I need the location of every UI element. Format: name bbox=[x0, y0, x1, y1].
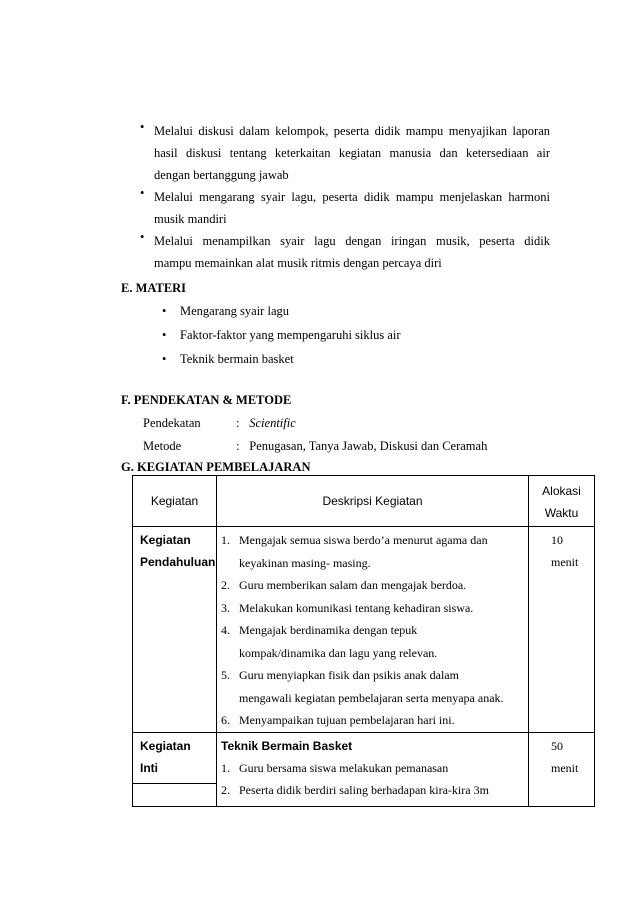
bullet-dot-icon: • bbox=[140, 120, 145, 134]
bullet-line: musik mandiri bbox=[154, 212, 227, 226]
bullet-dot-icon: • bbox=[140, 230, 145, 244]
row-label-line2: Pendahuluan bbox=[140, 555, 216, 569]
bullet-dot-icon: • bbox=[140, 186, 145, 200]
list-item-continuation: mengawali kegiatan pembelajaran serta menyapa anak. bbox=[239, 690, 504, 705]
materi-item-label: Faktor-faktor yang mempengaruhi siklus air bbox=[180, 328, 401, 342]
header-alokasi-line1: Alokasi bbox=[542, 484, 581, 498]
list-item: 5. Guru menyiapkan fisik dan psikis anak dalam bbox=[221, 668, 459, 682]
bullet-line: mampu memainkan alat musik ritmis dengan percaya diri bbox=[154, 256, 442, 270]
time-unit: menit bbox=[551, 555, 579, 569]
bullet-item bbox=[140, 230, 550, 274]
bullet-dot-icon: • bbox=[162, 304, 167, 318]
cell-kegiatan-inti bbox=[133, 732, 217, 806]
bullet-line: dengan bertanggung jawab bbox=[154, 168, 289, 182]
list-item bbox=[162, 348, 401, 370]
pendekatan-value: Scientific bbox=[249, 416, 296, 430]
header-alokasi bbox=[529, 476, 595, 527]
materi-item-label: Mengarang syair lagu bbox=[180, 304, 289, 318]
kegiatan-table bbox=[132, 475, 595, 807]
cell-alokasi-pendahuluan bbox=[529, 527, 595, 733]
list-item bbox=[162, 324, 401, 346]
separator: : bbox=[236, 416, 240, 430]
materi-heading: E. MATERI bbox=[121, 281, 187, 295]
bullet-line: Melalui menampilkan syair lagu dengan iringan musik, peserta didik bbox=[154, 234, 550, 248]
table-row bbox=[133, 732, 595, 806]
table-header-row bbox=[133, 476, 595, 527]
kegiatan-heading: G. KEGIATAN PEMBELAJARAN bbox=[121, 460, 311, 474]
row-label-line2: Inti bbox=[140, 760, 158, 775]
bullet-line: Melalui mengarang syair lagu, peserta didik mampu menjelaskan harmoni bbox=[154, 190, 550, 204]
list-item-continuation: kompak/dinamika dan lagu yang relevan. bbox=[239, 645, 438, 660]
cell-alokasi-inti bbox=[529, 732, 595, 806]
header-alokasi-line2: Waktu bbox=[544, 506, 579, 520]
materi-item-label: Teknik bermain basket bbox=[180, 352, 294, 366]
list-item: 6. Menyampaikan tujuan pembelajaran hari ini. bbox=[221, 713, 455, 727]
cell-deskripsi-pendahuluan bbox=[217, 527, 529, 733]
list-item: 2. Guru memberikan salam dan mengajak berdoa. bbox=[221, 578, 467, 592]
bullet-line: hasil diskusi tentang keterkaitan kegiatan manusia dan ketersediaan air bbox=[154, 146, 550, 160]
cell-kegiatan-pendahuluan bbox=[133, 527, 217, 733]
separator: : bbox=[236, 439, 240, 453]
cell-divider bbox=[133, 783, 216, 784]
pendekatan-row bbox=[143, 413, 296, 433]
header-kegiatan: Kegiatan bbox=[133, 476, 217, 527]
materi-list bbox=[162, 300, 401, 370]
bullet-line: Melalui diskusi dalam kelompok, peserta didik mampu menyajikan laporan bbox=[154, 124, 550, 138]
list-item: 1. Mengajak semua siswa berdo’a menurut agama dan bbox=[221, 533, 488, 547]
metode-value: Penugasan, Tanya Jawab, Diskusi dan Ceramah bbox=[249, 439, 488, 453]
metode-label: Metode bbox=[143, 439, 182, 453]
list-item bbox=[162, 300, 401, 322]
pendekatan-label: Pendekatan bbox=[143, 416, 201, 430]
objective-bullets bbox=[140, 120, 550, 274]
bullet-item bbox=[140, 120, 550, 186]
metode-row bbox=[143, 436, 487, 456]
row-label-line1: Kegiatan bbox=[140, 533, 191, 547]
subheading: Teknik Bermain Basket bbox=[221, 738, 353, 753]
list-item: 4. Mengajak berdinamika dengan tepuk bbox=[221, 623, 418, 637]
bullet-dot-icon: • bbox=[162, 352, 167, 366]
row-label-line1: Kegiatan bbox=[140, 738, 191, 753]
list-item: 2. Peserta didik berdiri saling berhadapan kira-kira 3m bbox=[221, 783, 489, 797]
time-value: 50 bbox=[551, 738, 563, 753]
table-row bbox=[133, 527, 595, 733]
cell-deskripsi-inti bbox=[217, 732, 529, 806]
list-item: 1. Guru bersama siswa melakukan pemanasan bbox=[221, 760, 449, 775]
time-unit: menit bbox=[551, 760, 579, 775]
time-value: 10 bbox=[551, 533, 563, 547]
header-deskripsi: Deskripsi Kegiatan bbox=[217, 476, 529, 527]
pendekatan-heading: F. PENDEKATAN & METODE bbox=[121, 393, 292, 407]
bullet-dot-icon: • bbox=[162, 328, 167, 342]
list-item: 3. Melakukan komunikasi tentang kehadiran siswa. bbox=[221, 600, 474, 615]
bullet-item bbox=[140, 186, 550, 230]
list-item-continuation: keyakinan masing- masing. bbox=[239, 555, 371, 570]
